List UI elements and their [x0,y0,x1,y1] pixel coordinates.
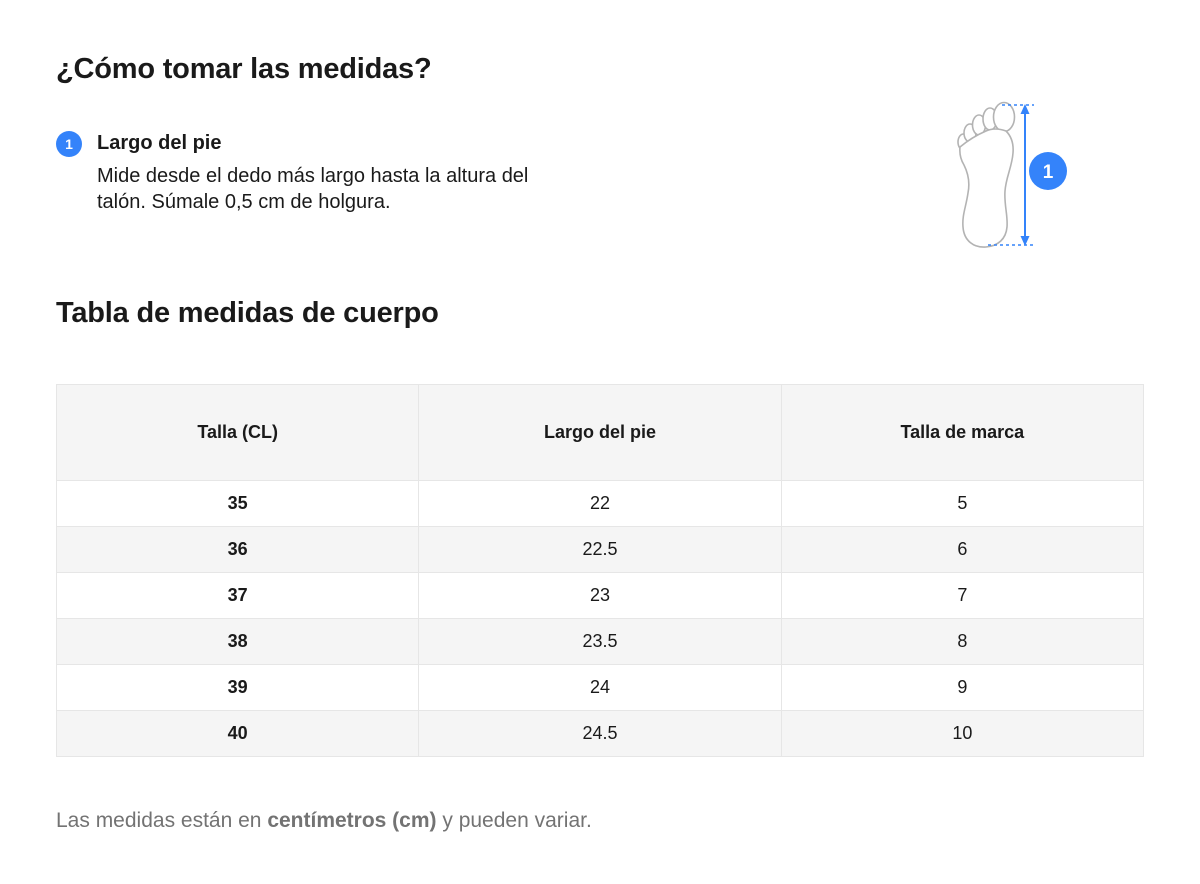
talla-cell: 38 [57,619,419,665]
foot-measure-diagram [950,95,1070,257]
largo-cell: 23.5 [419,619,781,665]
measurements-footnote [56,807,1144,834]
marca-cell: 6 [781,527,1143,573]
header-row [57,385,1144,481]
column-header-talla-cl: Talla (CL) [57,385,419,481]
table-row [57,573,1144,619]
page-title: ¿Cómo tomar las medidas? [56,53,432,85]
foot-outline-icon [950,95,1070,257]
instruction-label: Largo del pie [97,132,222,154]
footnote-prefix: Las medidas están en [56,809,268,832]
figure-badge-1 [1029,152,1067,190]
largo-cell: 24.5 [419,711,781,757]
largo-cell: 22.5 [419,527,781,573]
table-row [57,711,1144,757]
talla-cell: 40 [57,711,419,757]
footnote-suffix: y pueden variar. [436,809,592,832]
instruction-text-block [97,130,542,215]
size-table-header [57,385,1144,481]
marca-cell: 8 [781,619,1143,665]
table-section-title: Tabla de medidas de cuerpo [56,297,439,329]
step-1-badge-number: 1 [65,136,73,152]
talla-cell: 36 [57,527,419,573]
marca-cell: 5 [781,481,1143,527]
marca-cell: 9 [781,665,1143,711]
figure-badge-number: 1 [1042,162,1054,183]
largo-cell: 22 [419,481,781,527]
table-row [57,527,1144,573]
marca-cell: 7 [781,573,1143,619]
size-table-body [57,481,1144,757]
table-row [57,665,1144,711]
talla-cell: 35 [57,481,419,527]
largo-cell: 23 [419,573,781,619]
table-row [57,481,1144,527]
talla-cell: 37 [57,573,419,619]
footnote-bold-units: centímetros (cm) [267,809,437,832]
talla-cell: 39 [57,665,419,711]
marca-cell: 10 [781,711,1143,757]
step-1-badge [56,131,82,157]
measure-arrow-icon [1021,104,1030,246]
table-row [57,619,1144,665]
largo-cell: 24 [419,665,781,711]
instruction-description: Mide desde el dedo más largo hasta la altura del talón. Súmale 0,5 cm de holgura. [97,165,529,213]
column-header-largo-del-pie: Largo del pie [419,385,781,481]
column-header-talla-de-marca: Talla de marca [781,385,1143,481]
size-table [56,384,1144,757]
